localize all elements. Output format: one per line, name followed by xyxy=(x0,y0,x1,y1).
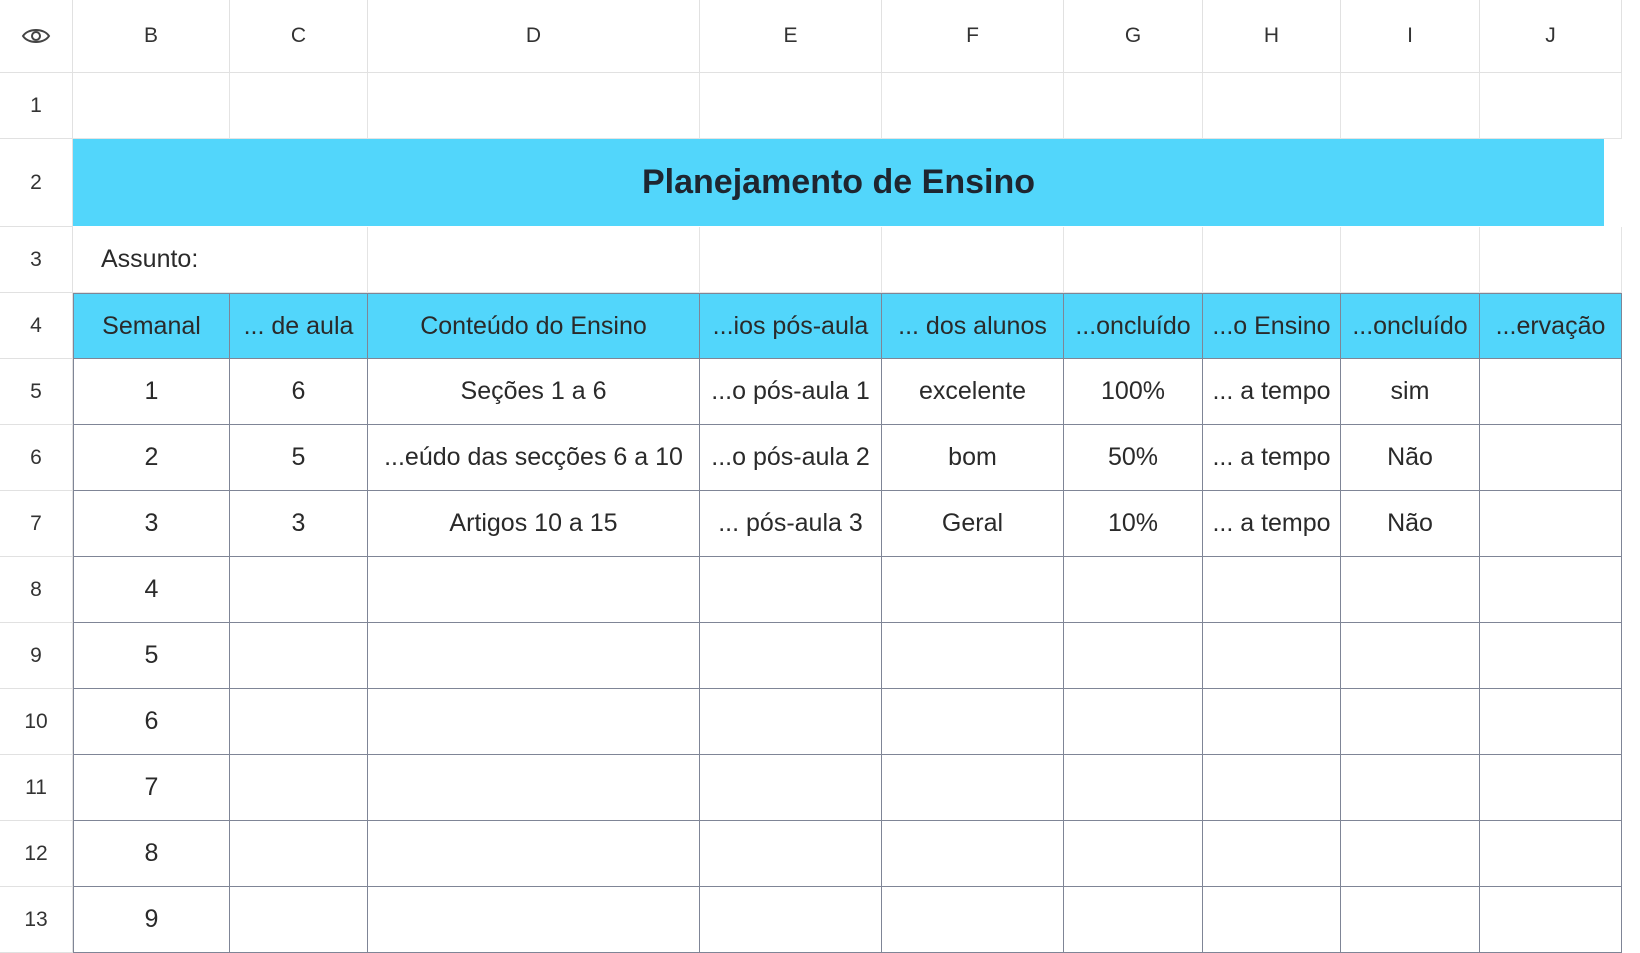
column-header-c[interactable]: C xyxy=(230,0,368,73)
table-cell[interactable] xyxy=(882,887,1064,953)
table-cell[interactable] xyxy=(230,689,368,755)
table-cell[interactable]: bom xyxy=(882,425,1064,491)
table-cell[interactable] xyxy=(1203,623,1341,689)
eye-icon xyxy=(21,26,51,46)
table-cell[interactable] xyxy=(1480,425,1622,491)
table-cell[interactable]: 4 xyxy=(73,557,230,623)
column-header-g[interactable]: G xyxy=(1064,0,1203,73)
subject-label[interactable]: Assunto: xyxy=(73,227,368,293)
sheet-title[interactable]: Planejamento de Ensino xyxy=(73,139,1604,226)
table-cell[interactable] xyxy=(1203,755,1341,821)
row-header-8[interactable]: 8 xyxy=(0,557,73,623)
table-cell[interactable]: 50% xyxy=(1064,425,1203,491)
table-cell[interactable] xyxy=(882,821,1064,887)
table-header-cell[interactable]: ...ios pós-aula xyxy=(700,293,882,359)
table-cell[interactable]: 9 xyxy=(73,887,230,953)
table-cell[interactable] xyxy=(1480,359,1622,425)
table-cell[interactable] xyxy=(700,755,882,821)
table-cell[interactable] xyxy=(1480,491,1622,557)
table-cell[interactable] xyxy=(700,821,882,887)
row-header-7[interactable]: 7 xyxy=(0,491,73,557)
table-cell[interactable]: 3 xyxy=(73,491,230,557)
table-cell[interactable]: ... a tempo xyxy=(1203,359,1341,425)
table-cell[interactable] xyxy=(230,623,368,689)
column-header-j[interactable]: J xyxy=(1480,0,1622,73)
table-cell[interactable] xyxy=(1064,689,1203,755)
table-cell[interactable]: 5 xyxy=(73,623,230,689)
table-cell[interactable]: ... a tempo xyxy=(1203,491,1341,557)
row-header-2[interactable]: 2 xyxy=(0,139,73,227)
table-cell[interactable] xyxy=(230,821,368,887)
row-header-5[interactable]: 5 xyxy=(0,359,73,425)
table-cell[interactable] xyxy=(368,755,700,821)
table-cell[interactable] xyxy=(700,557,882,623)
table-cell[interactable] xyxy=(700,887,882,953)
table-cell[interactable] xyxy=(700,689,882,755)
cell[interactable] xyxy=(1341,227,1480,293)
table-cell[interactable]: excelente xyxy=(882,359,1064,425)
table-cell[interactable] xyxy=(1203,557,1341,623)
table-cell[interactable] xyxy=(1480,689,1622,755)
column-header-i[interactable]: I xyxy=(1341,0,1480,73)
table-cell[interactable] xyxy=(1341,755,1480,821)
table-cell[interactable] xyxy=(230,557,368,623)
table-cell[interactable]: ...o pós-aula 1 xyxy=(700,359,882,425)
cell[interactable] xyxy=(230,73,368,139)
table-cell[interactable] xyxy=(882,689,1064,755)
table-cell[interactable] xyxy=(882,755,1064,821)
table-header-cell[interactable]: ...oncluído xyxy=(1341,293,1480,359)
table-cell[interactable] xyxy=(1480,821,1622,887)
table-cell[interactable]: 2 xyxy=(73,425,230,491)
cell[interactable] xyxy=(1064,227,1203,293)
row-header-3[interactable]: 3 xyxy=(0,227,73,293)
table-cell[interactable] xyxy=(368,689,700,755)
cell[interactable] xyxy=(368,73,700,139)
table-cell[interactable] xyxy=(368,623,700,689)
table-cell[interactable] xyxy=(1480,755,1622,821)
table-header-cell[interactable]: Semanal xyxy=(73,293,230,359)
table-cell[interactable]: Não xyxy=(1341,491,1480,557)
column-header-row xyxy=(0,0,1622,73)
visibility-toggle[interactable] xyxy=(0,0,73,73)
table-cell[interactable] xyxy=(1203,887,1341,953)
table-header-cell[interactable]: ...o Ensino xyxy=(1203,293,1341,359)
cell[interactable] xyxy=(882,73,1064,139)
cell[interactable] xyxy=(1480,73,1622,139)
column-header-f[interactable]: F xyxy=(882,0,1064,73)
table-cell[interactable] xyxy=(1480,887,1622,953)
column-header-b[interactable]: B xyxy=(73,0,230,73)
table-cell[interactable] xyxy=(1341,557,1480,623)
table-cell[interactable] xyxy=(1480,557,1622,623)
table-cell[interactable]: 3 xyxy=(230,491,368,557)
table-cell[interactable]: 6 xyxy=(230,359,368,425)
table-cell[interactable] xyxy=(1064,557,1203,623)
table-cell[interactable] xyxy=(700,623,882,689)
cell[interactable] xyxy=(700,227,882,293)
table-header-cell[interactable]: Conteúdo do Ensino xyxy=(368,293,700,359)
table-cell[interactable]: 6 xyxy=(73,689,230,755)
row-header-11[interactable]: 11 xyxy=(0,755,73,821)
table-cell[interactable] xyxy=(230,887,368,953)
cell[interactable] xyxy=(1203,227,1341,293)
table-cell[interactable] xyxy=(1064,623,1203,689)
cell[interactable] xyxy=(73,73,230,139)
cell[interactable] xyxy=(882,227,1064,293)
table-cell[interactable]: 5 xyxy=(230,425,368,491)
cell[interactable] xyxy=(368,227,700,293)
table-cell[interactable]: ... pós-aula 3 xyxy=(700,491,882,557)
table-cell[interactable]: Geral xyxy=(882,491,1064,557)
table-cell[interactable]: Seções 1 a 6 xyxy=(368,359,700,425)
table-cell[interactable] xyxy=(1203,689,1341,755)
table-cell[interactable]: Artigos 10 a 15 xyxy=(368,491,700,557)
column-header-e[interactable]: E xyxy=(700,0,882,73)
table-cell[interactable] xyxy=(1064,887,1203,953)
table-cell[interactable] xyxy=(1064,821,1203,887)
table-cell[interactable] xyxy=(368,887,700,953)
table-cell[interactable] xyxy=(1341,689,1480,755)
table-cell[interactable]: 100% xyxy=(1064,359,1203,425)
cell[interactable] xyxy=(700,73,882,139)
table-cell[interactable]: 1 xyxy=(73,359,230,425)
table-header-cell[interactable]: ... de aula xyxy=(230,293,368,359)
table-cell[interactable]: ...o pós-aula 2 xyxy=(700,425,882,491)
table-cell[interactable]: 7 xyxy=(73,755,230,821)
table-cell[interactable]: 10% xyxy=(1064,491,1203,557)
table-cell[interactable] xyxy=(882,557,1064,623)
row-header-4[interactable]: 4 xyxy=(0,293,73,359)
table-cell[interactable]: ... a tempo xyxy=(1203,425,1341,491)
table-cell[interactable] xyxy=(1480,623,1622,689)
table-header-cell[interactable]: ...ervação xyxy=(1480,293,1622,359)
table-cell[interactable] xyxy=(1203,821,1341,887)
cell[interactable] xyxy=(1064,73,1203,139)
table-header-cell[interactable]: ...oncluído xyxy=(1064,293,1203,359)
column-header-d[interactable]: D xyxy=(368,0,700,73)
row-header-10[interactable]: 10 xyxy=(0,689,73,755)
table-cell[interactable]: sim xyxy=(1341,359,1480,425)
table-cell[interactable]: Não xyxy=(1341,425,1480,491)
table-cell[interactable] xyxy=(882,623,1064,689)
table-cell[interactable] xyxy=(1341,887,1480,953)
table-cell[interactable] xyxy=(1341,623,1480,689)
table-cell[interactable] xyxy=(1064,755,1203,821)
table-cell[interactable] xyxy=(368,557,700,623)
table-header-cell[interactable]: ... dos alunos xyxy=(882,293,1064,359)
cell[interactable] xyxy=(1480,227,1622,293)
row-header-12[interactable]: 12 xyxy=(0,821,73,887)
row-header-6[interactable]: 6 xyxy=(0,425,73,491)
table-cell[interactable]: ...eúdo das secções 6 a 10 xyxy=(368,425,700,491)
table-cell[interactable] xyxy=(1341,821,1480,887)
row-header-13[interactable]: 13 xyxy=(0,887,73,953)
table-cell[interactable] xyxy=(230,755,368,821)
table-cell[interactable] xyxy=(368,821,700,887)
cell[interactable] xyxy=(1203,73,1341,139)
row-header-9[interactable]: 9 xyxy=(0,623,73,689)
column-header-h[interactable]: H xyxy=(1203,0,1341,73)
cell[interactable] xyxy=(1341,73,1480,139)
table-cell[interactable]: 8 xyxy=(73,821,230,887)
row-header-1[interactable]: 1 xyxy=(0,73,73,139)
